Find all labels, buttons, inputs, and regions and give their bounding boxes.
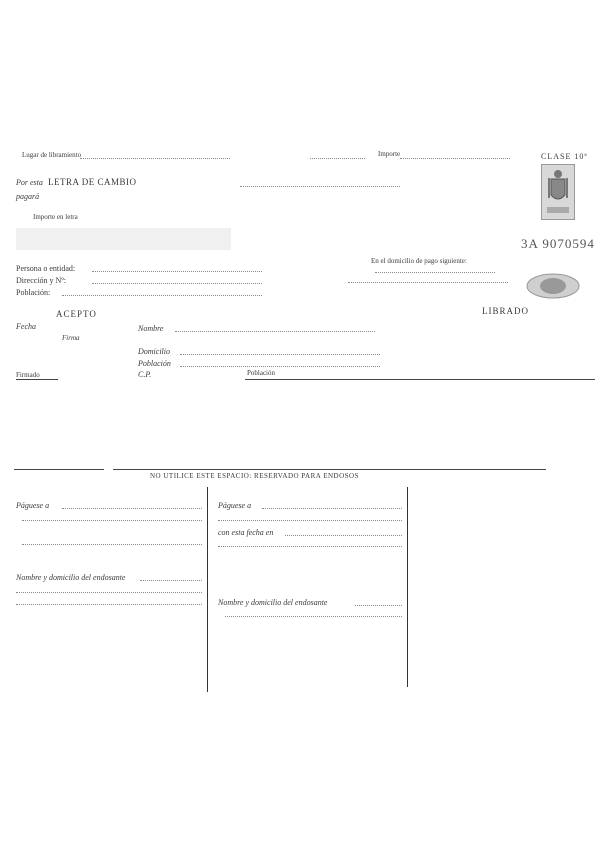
left-endosante-field[interactable] <box>140 580 202 581</box>
serial-number: 3A 9070594 <box>521 236 595 251</box>
cuenta-field[interactable] <box>348 282 508 283</box>
domicilio-pago-label: En el domicilio de pago siguiente: <box>371 257 467 265</box>
endorsement-divider <box>207 487 208 692</box>
right-con-fecha-label: con esta fecha en <box>218 528 274 537</box>
direccion-field[interactable] <box>92 283 262 284</box>
librado-poblacion-label: Población <box>138 359 171 368</box>
endorsement-header: NO UTILICE ESTE ESPACIO: RESERVADO PARA ENDOSOS <box>150 472 359 480</box>
endorsement-right-divider <box>407 487 408 687</box>
tax-stamp <box>541 164 575 220</box>
acepto-label: ACEPTO <box>56 309 97 319</box>
poblacion-label: Población: <box>16 288 51 297</box>
right-endosante-label: Nombre y domicilio del endosante <box>218 598 328 607</box>
librado-domicilio-label: Domicilio <box>138 347 170 356</box>
right-paguese-field[interactable] <box>262 508 402 509</box>
importe-letra-field[interactable] <box>16 228 231 250</box>
right-endosante-field-2[interactable] <box>225 616 402 617</box>
firmado-underline <box>16 379 58 380</box>
fecha-field[interactable] <box>310 158 365 159</box>
fecha-label: Fecha <box>16 322 36 331</box>
persona-label: Persona o entidad: <box>16 264 76 273</box>
poblacion-field[interactable] <box>62 295 262 296</box>
left-date-field[interactable] <box>22 544 202 545</box>
importe-field[interactable] <box>400 158 510 159</box>
letra-de-cambio-title: LETRA DE CAMBIO <box>48 177 137 187</box>
left-paguese-label: Páguese a <box>16 501 50 510</box>
lugar-libramiento-label: Lugar de libramiento <box>22 151 82 159</box>
left-endosante-field-2[interactable] <box>16 592 202 593</box>
right-paguese-label: Páguese a <box>218 501 252 510</box>
domicilio-pago-field[interactable] <box>375 272 495 273</box>
coat-of-arms-icon <box>542 165 574 219</box>
importe-label: Importe <box>378 150 401 158</box>
firmado-label: Firmado <box>16 371 40 379</box>
librado-cp-label: C.P. <box>138 370 152 379</box>
endorsement-top-rule-left <box>14 469 104 470</box>
por-esta-label: Por esta <box>16 178 43 187</box>
importe-letra-label: Importe en letra <box>33 213 78 221</box>
librado-title: LIBRADO <box>482 306 529 316</box>
persona-field[interactable] <box>92 271 262 272</box>
librado-poblacion-field[interactable] <box>180 366 380 367</box>
right-paguese-field-2[interactable] <box>218 520 402 521</box>
vencimiento-field[interactable] <box>240 186 400 187</box>
firma-label: Firma <box>62 334 80 342</box>
librado-domicilio-field[interactable] <box>180 354 380 355</box>
lugar-field[interactable] <box>80 158 230 159</box>
librado-nombre-label: Nombre <box>138 324 164 333</box>
direccion-label: Dirección y Nº: <box>16 276 67 285</box>
librado-nombre-field[interactable] <box>175 331 375 332</box>
pagara-label: pagará <box>16 192 40 201</box>
left-endosante-label: Nombre y domicilio del endosante <box>16 573 126 582</box>
official-seal <box>526 272 580 300</box>
left-paguese-field-2[interactable] <box>22 520 202 521</box>
clase-label: CLASE 10ª <box>541 152 588 161</box>
right-con-fecha-field-2[interactable] <box>218 546 402 547</box>
left-paguese-field[interactable] <box>62 508 202 509</box>
bottom-rule <box>245 379 595 380</box>
endorsement-top-rule <box>113 469 546 470</box>
left-endosante-field-3[interactable] <box>16 604 202 605</box>
poblacion-footer-label: Población <box>247 369 275 377</box>
right-endosante-field[interactable] <box>355 605 402 606</box>
seal-icon <box>526 272 580 300</box>
right-con-fecha-field[interactable] <box>285 535 402 536</box>
